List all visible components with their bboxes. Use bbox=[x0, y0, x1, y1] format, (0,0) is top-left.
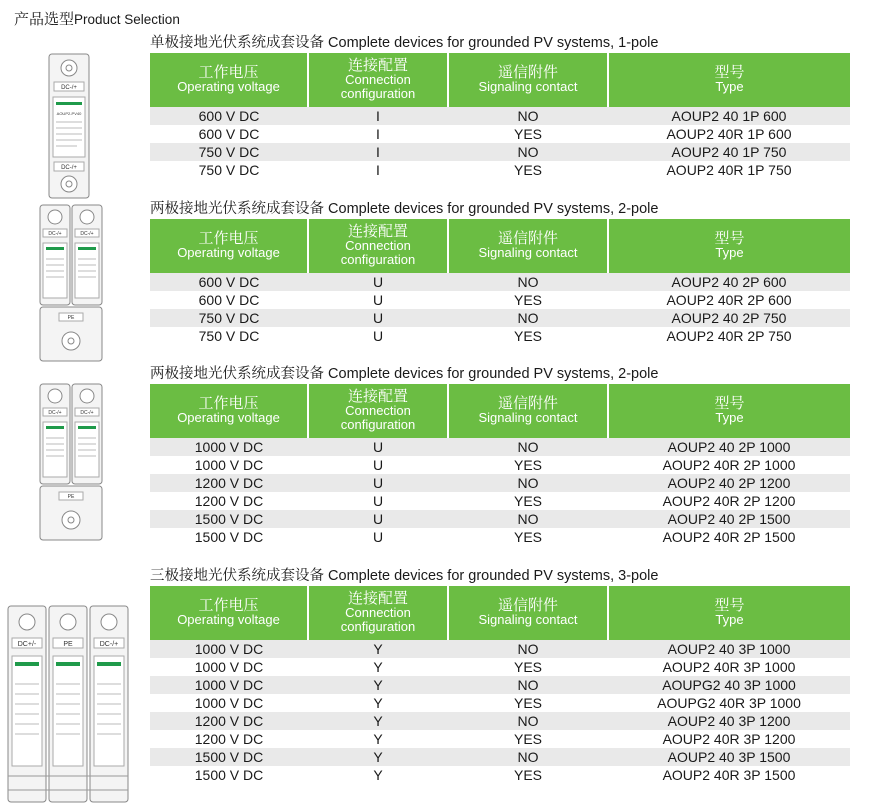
header-zh: 工作电压 bbox=[198, 597, 259, 614]
header-en: Operating voltage bbox=[177, 612, 280, 627]
page-title bbox=[14, 8, 180, 29]
table-row bbox=[150, 273, 850, 291]
cell-voltage: 1000 V DC bbox=[150, 676, 308, 694]
selection-table bbox=[150, 384, 850, 546]
table-row bbox=[150, 327, 850, 345]
cell-connection: Y bbox=[308, 658, 448, 676]
cell-type: AOUP2 40R 2P 600 bbox=[608, 291, 850, 309]
header-operating-voltage bbox=[150, 219, 308, 273]
cell-connection: Y bbox=[308, 766, 448, 784]
cell-type: AOUPG2 40R 3P 1000 bbox=[608, 694, 850, 712]
cell-voltage: 1500 V DC bbox=[150, 748, 308, 766]
header-en: Operating voltage bbox=[177, 245, 280, 260]
device-image-2pole-b bbox=[38, 382, 104, 542]
cell-type: AOUP2 40R 3P 1500 bbox=[608, 766, 850, 784]
table-row bbox=[150, 474, 850, 492]
cell-type: AOUP2 40 2P 1200 bbox=[608, 474, 850, 492]
cell-type: AOUP2 40 2P 1500 bbox=[608, 510, 850, 528]
cell-signaling: NO bbox=[448, 143, 608, 161]
header-zh: 连接配置 bbox=[347, 590, 408, 607]
device-label-pe: PE bbox=[67, 494, 75, 500]
header-en: Connection configuration bbox=[340, 72, 416, 101]
header-en: Signaling contact bbox=[478, 410, 578, 425]
device-image-1pole bbox=[47, 52, 91, 200]
header-type bbox=[608, 586, 850, 640]
cell-type: AOUP2 40 3P 1500 bbox=[608, 748, 850, 766]
header-en: Connection configuration bbox=[340, 403, 416, 432]
table-header-row bbox=[150, 384, 850, 438]
header-zh: 遥信附件 bbox=[497, 597, 558, 614]
cell-connection: Y bbox=[308, 748, 448, 766]
table-row bbox=[150, 658, 850, 676]
cell-connection: U bbox=[308, 474, 448, 492]
cell-signaling: YES bbox=[448, 492, 608, 510]
cell-type: AOUP2 40 1P 750 bbox=[608, 143, 850, 161]
header-en: Type bbox=[715, 245, 744, 260]
cell-type: AOUP2 40 2P 600 bbox=[608, 273, 850, 291]
device-image-3pole bbox=[6, 604, 130, 804]
cell-voltage: 600 V DC bbox=[150, 125, 308, 143]
table-row bbox=[150, 492, 850, 510]
table-row bbox=[150, 510, 850, 528]
cell-connection: U bbox=[308, 528, 448, 546]
cell-type: AOUP2 40R 1P 600 bbox=[608, 125, 850, 143]
cell-signaling: YES bbox=[448, 291, 608, 309]
cell-signaling: NO bbox=[448, 676, 608, 694]
header-operating-voltage bbox=[150, 53, 308, 107]
section-2pole-low bbox=[150, 199, 850, 345]
cell-voltage: 1200 V DC bbox=[150, 712, 308, 730]
cell-type: AOUP2 40R 2P 750 bbox=[608, 327, 850, 345]
cell-signaling: NO bbox=[448, 474, 608, 492]
page-title-en: Product Selection bbox=[74, 12, 180, 27]
table-row bbox=[150, 456, 850, 474]
cell-signaling: YES bbox=[448, 766, 608, 784]
cell-voltage: 1500 V DC bbox=[150, 510, 308, 528]
table-row bbox=[150, 730, 850, 748]
cell-connection: U bbox=[308, 273, 448, 291]
device-label-right: DC-/+ bbox=[80, 231, 94, 237]
table-row bbox=[150, 640, 850, 658]
table-header-row bbox=[150, 53, 850, 107]
cell-voltage: 600 V DC bbox=[150, 273, 308, 291]
header-zh: 遥信附件 bbox=[497, 64, 558, 81]
header-zh: 工作电压 bbox=[198, 395, 259, 412]
section-2pole-high bbox=[150, 364, 850, 546]
header-zh: 连接配置 bbox=[347, 388, 408, 405]
table-row bbox=[150, 291, 850, 309]
table-header-row bbox=[150, 586, 850, 640]
cell-voltage: 1500 V DC bbox=[150, 766, 308, 784]
cell-voltage: 750 V DC bbox=[150, 309, 308, 327]
header-en: Connection configuration bbox=[340, 605, 416, 634]
cell-connection: U bbox=[308, 327, 448, 345]
cell-connection: I bbox=[308, 107, 448, 125]
header-en: Type bbox=[715, 410, 744, 425]
cell-type: AOUP2 40 3P 1200 bbox=[608, 712, 850, 730]
cell-voltage: 1000 V DC bbox=[150, 694, 308, 712]
cell-type: AOUP2 40 1P 600 bbox=[608, 107, 850, 125]
cell-type: AOUP2 40R 2P 1200 bbox=[608, 492, 850, 510]
cell-signaling: YES bbox=[448, 327, 608, 345]
table-row bbox=[150, 766, 850, 784]
header-zh: 连接配置 bbox=[347, 223, 408, 240]
cell-voltage: 1000 V DC bbox=[150, 640, 308, 658]
cell-type: AOUP2 40R 2P 1500 bbox=[608, 528, 850, 546]
table-row bbox=[150, 309, 850, 327]
selection-table bbox=[150, 586, 850, 784]
cell-signaling: NO bbox=[448, 748, 608, 766]
header-connection-configuration bbox=[308, 586, 448, 640]
device-label-3: DC-/+ bbox=[99, 641, 119, 648]
table-row bbox=[150, 125, 850, 143]
header-signaling-contact bbox=[448, 219, 608, 273]
device-label-1: DC+/- bbox=[17, 641, 37, 648]
header-zh: 型号 bbox=[714, 597, 745, 614]
device-image-2pole-a bbox=[38, 203, 104, 363]
cell-connection: Y bbox=[308, 640, 448, 658]
header-en: Signaling contact bbox=[478, 612, 578, 627]
cell-voltage: 750 V DC bbox=[150, 143, 308, 161]
page-title-zh: 产品选型 bbox=[14, 11, 75, 28]
header-en: Operating voltage bbox=[177, 79, 280, 94]
header-connection-configuration bbox=[308, 219, 448, 273]
header-zh: 工作电压 bbox=[198, 230, 259, 247]
header-en: Signaling contact bbox=[478, 79, 578, 94]
cell-voltage: 1500 V DC bbox=[150, 528, 308, 546]
cell-signaling: NO bbox=[448, 712, 608, 730]
cell-voltage: 1200 V DC bbox=[150, 474, 308, 492]
cell-type: AOUP2 40R 1P 750 bbox=[608, 161, 850, 179]
header-operating-voltage bbox=[150, 384, 308, 438]
section-title: 单极接地光伏系统成套设备 Complete devices for grounded PV systems, 1-pole bbox=[150, 35, 659, 51]
cell-connection: U bbox=[308, 291, 448, 309]
cell-connection: U bbox=[308, 492, 448, 510]
header-zh: 遥信附件 bbox=[497, 395, 558, 412]
header-signaling-contact bbox=[448, 53, 608, 107]
cell-voltage: 1200 V DC bbox=[150, 492, 308, 510]
header-zh: 连接配置 bbox=[347, 57, 408, 74]
header-en: Type bbox=[715, 612, 744, 627]
cell-connection: Y bbox=[308, 730, 448, 748]
header-type bbox=[608, 219, 850, 273]
cell-voltage: 1000 V DC bbox=[150, 658, 308, 676]
header-signaling-contact bbox=[448, 586, 608, 640]
header-connection-configuration bbox=[308, 384, 448, 438]
device-label-left: DC-/+ bbox=[48, 231, 62, 237]
header-type bbox=[608, 53, 850, 107]
table-row bbox=[150, 712, 850, 730]
cell-signaling: NO bbox=[448, 273, 608, 291]
device-module-text: AOUP2-PV40 bbox=[56, 111, 82, 116]
selection-table bbox=[150, 53, 850, 179]
section-title: 两极接地光伏系统成套设备 Complete devices for grounded PV systems, 2-pole bbox=[150, 366, 659, 382]
cell-signaling: NO bbox=[448, 640, 608, 658]
header-en: Connection configuration bbox=[340, 238, 416, 267]
section-3pole bbox=[150, 566, 850, 784]
cell-connection: Y bbox=[308, 676, 448, 694]
header-zh: 型号 bbox=[714, 64, 745, 81]
cell-type: AOUP2 40R 3P 1000 bbox=[608, 658, 850, 676]
table-row bbox=[150, 694, 850, 712]
table-row bbox=[150, 107, 850, 125]
cell-connection: U bbox=[308, 510, 448, 528]
table-row bbox=[150, 161, 850, 179]
cell-type: AOUP2 40 2P 750 bbox=[608, 309, 850, 327]
cell-voltage: 1000 V DC bbox=[150, 438, 308, 456]
cell-signaling: YES bbox=[448, 456, 608, 474]
cell-type: AOUP2 40 2P 1000 bbox=[608, 438, 850, 456]
cell-type: AOUPG2 40 3P 1000 bbox=[608, 676, 850, 694]
device-label-bottom: DC-/+ bbox=[61, 165, 77, 171]
cell-type: AOUP2 40R 2P 1000 bbox=[608, 456, 850, 474]
cell-connection: U bbox=[308, 438, 448, 456]
cell-signaling: NO bbox=[448, 438, 608, 456]
header-zh: 型号 bbox=[714, 395, 745, 412]
cell-signaling: YES bbox=[448, 161, 608, 179]
selection-table bbox=[150, 219, 850, 345]
cell-connection: U bbox=[308, 456, 448, 474]
table-header-row bbox=[150, 219, 850, 273]
header-signaling-contact bbox=[448, 384, 608, 438]
cell-signaling: YES bbox=[448, 694, 608, 712]
header-zh: 遥信附件 bbox=[497, 230, 558, 247]
device-label-top: DC-/+ bbox=[61, 85, 77, 91]
device-label-pe: PE bbox=[67, 315, 75, 321]
table-row bbox=[150, 676, 850, 694]
cell-connection: I bbox=[308, 143, 448, 161]
device-label-right: DC-/+ bbox=[80, 410, 94, 416]
cell-connection: Y bbox=[308, 694, 448, 712]
cell-voltage: 750 V DC bbox=[150, 161, 308, 179]
cell-voltage: 750 V DC bbox=[150, 327, 308, 345]
cell-connection: I bbox=[308, 161, 448, 179]
header-zh: 型号 bbox=[714, 230, 745, 247]
table-row bbox=[150, 528, 850, 546]
cell-voltage: 1000 V DC bbox=[150, 456, 308, 474]
section-title: 三极接地光伏系统成套设备 Complete devices for grounded PV systems, 3-pole bbox=[150, 568, 659, 584]
header-connection-configuration bbox=[308, 53, 448, 107]
header-operating-voltage bbox=[150, 586, 308, 640]
cell-voltage: 1200 V DC bbox=[150, 730, 308, 748]
header-type bbox=[608, 384, 850, 438]
header-en: Operating voltage bbox=[177, 410, 280, 425]
section-title: 两极接地光伏系统成套设备 Complete devices for grounded PV systems, 2-pole bbox=[150, 201, 659, 217]
cell-signaling: NO bbox=[448, 510, 608, 528]
table-row bbox=[150, 143, 850, 161]
device-label-2: PE bbox=[63, 641, 73, 648]
cell-connection: I bbox=[308, 125, 448, 143]
cell-voltage: 600 V DC bbox=[150, 291, 308, 309]
cell-signaling: NO bbox=[448, 309, 608, 327]
cell-signaling: YES bbox=[448, 125, 608, 143]
cell-signaling: YES bbox=[448, 528, 608, 546]
cell-type: AOUP2 40R 3P 1200 bbox=[608, 730, 850, 748]
cell-connection: U bbox=[308, 309, 448, 327]
table-row bbox=[150, 748, 850, 766]
section-1pole bbox=[150, 33, 850, 179]
table-row bbox=[150, 438, 850, 456]
cell-voltage: 600 V DC bbox=[150, 107, 308, 125]
header-zh: 工作电压 bbox=[198, 64, 259, 81]
cell-type: AOUP2 40 3P 1000 bbox=[608, 640, 850, 658]
cell-signaling: NO bbox=[448, 107, 608, 125]
cell-connection: Y bbox=[308, 712, 448, 730]
header-en: Type bbox=[715, 79, 744, 94]
device-label-left: DC-/+ bbox=[48, 410, 62, 416]
cell-signaling: YES bbox=[448, 658, 608, 676]
cell-signaling: YES bbox=[448, 730, 608, 748]
header-en: Signaling contact bbox=[478, 245, 578, 260]
